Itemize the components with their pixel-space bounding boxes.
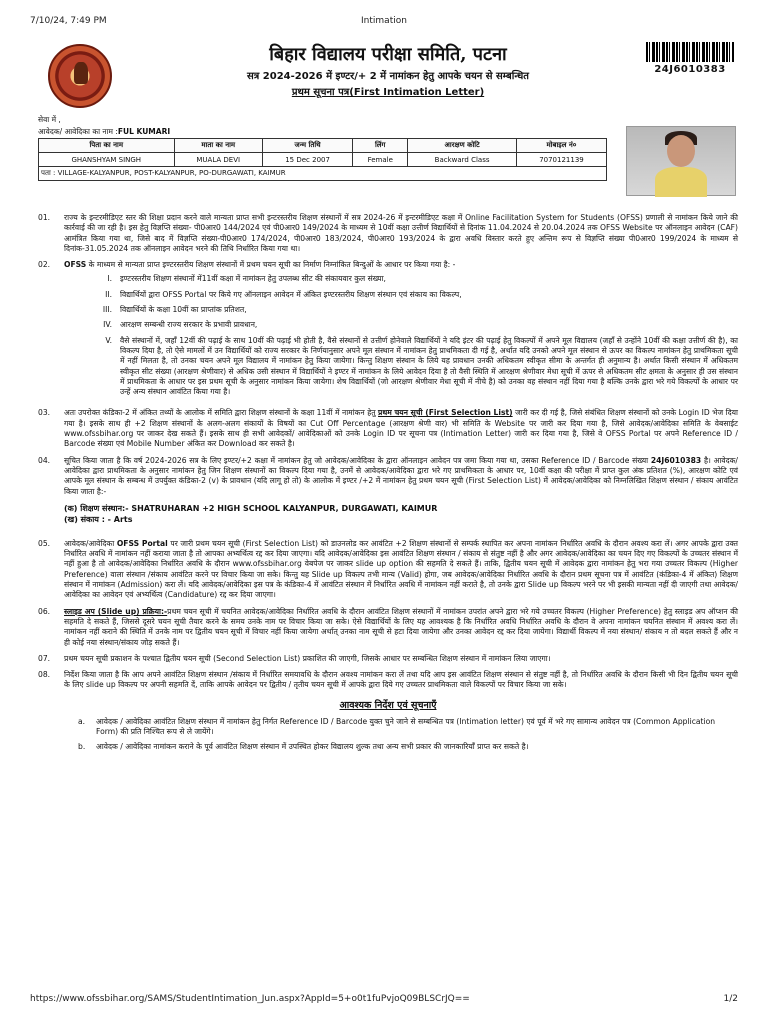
mother-name: MUALA DEVI <box>174 153 262 167</box>
reference-id: 24J6010383 <box>654 64 726 75</box>
list-item: V. वैसे संस्थानों में, जहाँ 12वीं की पढ़ाई के साथ 10वीं की पढ़ाई भी होती है, वैसे संस्थानों से उत्तीर्ण होनेवाले विद्यार्थियों ने यदि इंटर की पढ़ाई हेतु विकल्पों में अपने मूल विद्यालय (जहाँ से उन्होंने 10वीं की कक्षा उत्तीर्ण की है), का विकल्प दिया है, तो ऐसे मामलों में उन विद्यार्थियों को राज्य सरकार के निर्णयानुसार अपने मूल संस्थान में नामांकन हेतु प्राथमिकता दी गई है, अर्थात यदि उनको अपने मूल संस्थान से ऊपर का विकल्प नामांकन हेतु प्राथमिकता सूची में नहीं मिलता है, तो उनका चयन अपने मूल विद्यालय में नामांकन हेतु किया जायेगा। किन्तु शिक्षण संस्थान के लिये यह प्रावधान उनकी अधिकतम स्वीकृत सीमा के अन्तर्गत ही अनुमान्य है। अर्थात किसी संस्थान में अधिकतम स्वीकृत सीट संख्या (आरक्षण श्रेणीवार) से अधिक उसी संस्थान में विद्यार्थियों ने इण्टर में नामांकन के लिये आवेदन दिया है तो वैसी स्थिति में आरक्षण श्रेणीवार मेधा सूची में ऊपर से अधिकतम सीट क्षमता के अनुसार ही उस संस्थान में प्राथमिकता के आधार पर इस प्रथम सूची के अनुसार नामांकन किया जायेगा। शेष विद्यार्थियों (जो आरक्षण श्रेणीवार मेधा सूची में नीचे है) को उनका वह संस्थान नहीं दिया गया है बल्कि उनके द्वारा भरे गये विकल्पों के आधार पर उन्हें अन्य संस्थान आवंटित किया गया है। <box>105 335 739 397</box>
mobile-number: 7070121139 <box>516 153 606 167</box>
paragraph-07: 07. प्रथम चयन सूची प्रकाशन के पश्चात द्वितीय चयन सूची (Second Selection List) प्रकाशित की जाएगी, जिसके आधार पर सम्बन्धित शिक्षण संस्थान में नामांकन लिया जाएगा। <box>38 653 551 663</box>
first-selection-list-text: प्रथम चयन सूची (First Selection List) <box>378 408 513 418</box>
header-mobile: मोबाइल नं० <box>516 139 606 153</box>
father-name: GHANSHYAM SINGH <box>39 153 175 167</box>
header-mother-name: माता का नाम <box>174 139 262 153</box>
criteria-list <box>64 274 738 397</box>
list-item: II. विद्यार्थियों द्वारा OFSS Portal पर किये गए ऑनलाइन आवेदन में अंकित इण्टरस्तरीय शिक्षण संस्थान एवं संकाय का विकल्प, <box>105 289 462 299</box>
print-tab-title: Intimation <box>361 16 407 26</box>
guidelines-title: आवश्यक निर्देश एवं सूचनाएँ <box>339 699 437 711</box>
table-header-row <box>39 139 607 153</box>
paragraph-04: 04. सूचित किया जाता है कि वर्ष 2024-2026 सत्र के लिए इण्टर/+2 कक्षा में नामांकन हेतु जो आवेदक/आवेदिका के द्वारा ऑनलाइन आवेदन पत्र जमा किया गया था, उसका Reference ID / Barcode संख्या 24J6010383 है। आवेदक/आवेदिका द्वारा प्राथमिकता के अनुसार नामांकन हेतु जिन शिक्षण संस्थानों का विकल्प दिया गया है, उनमें से आवेदक/आवेदिका द्वारा भरे गए प्राथमिकता के आधार पर, 10वीं कक्षा की परीक्षा में प्राप्त कुल अंक प्रतिशत (%), आरक्षण कोटि एवं आपके मूल संस्थान के सम्बन्ध में उपर्युक्त कंडिका-2 (v) के प्रावधान (यदि लागू हो तो) के आलोक में इण्टर /+2 में नामांकन हेतु प्रथम चयन सूची (First Selection List) में आवेदक/आवेदिका को निम्नलिखित शिक्षण संस्थान / संकाय आवंटित किया जाता है:- <box>38 455 738 496</box>
list-item: I. इण्टरस्तरीय शिक्षण संस्थानों में11वीं कक्षा में नामांकन हेतु उपलब्ध सीट की संकायवार कुल संख्या, <box>107 274 386 284</box>
page-number: 1/2 <box>723 994 738 1004</box>
table-row-address <box>39 167 607 181</box>
reservation-category: Backward Class <box>408 153 517 167</box>
letter-title: प्रथम सूचना पत्र(First Intimation Letter) <box>291 87 485 98</box>
reference-id-inline: 24J6010383 <box>650 455 702 465</box>
allotted-school: (क) शिक्षण संस्थान:- SHATRUHARAN +2 HIGH SCHOOL KALYANPUR, DURGAWATI, KAIMUR <box>64 503 438 513</box>
applicant-info-table <box>38 138 607 181</box>
title-block <box>38 42 738 98</box>
applicant-name-label: आवेदक/ आवेदिका का नाम : <box>38 127 118 136</box>
paragraph-01: 01. राज्य के इन्टरमीडिएट स्तर की शिक्षा प्रदान करने वाले मान्यता प्राप्त सभी इन्टरस्तरीय शिक्षण संस्थानों में सत्र 2024-26 में इन्टरमीडिएट कक्षा में Online Facilitation System for Students (OFSS) प्रणाली से नामांकन किये जाने की कार्रवाई की जा रही है। इस हेतु विज्ञप्ति संख्या- पी0आर0 144/2024 एवं पी0आर0 149/2024 के माध्यम से 10वीं कक्षा उत्तीर्ण विद्यार्थियों से दिनांक 11.04.2024 से 20.04.2024 तक OFSS Website पर ऑनलाइन आवेदन (CAF) आमंत्रित किया गया था, जिसे बाद में विज्ञप्ति संख्या-पी0आर0 174/2024, पी0आर0 183/2024, पी0आर0 193/2024 के द्वारा अवधि विस्तार करते हुए अन्तिम रूप से विज्ञप्ति संख्या पी0आर0 199/2024 के माध्यम से दिनांक-31.05.2024 तक ऑनलाइन आवेदन भरने की तिथि निर्धारित किया गया था। <box>38 213 738 253</box>
address: पता : VILLAGE-KALYANPUR, POST-KALYANPUR, PO-DURGAWATI, KAIMUR <box>39 167 607 181</box>
header-gender: लिंग <box>353 139 408 153</box>
paragraph-08: 08. निर्देश किया जाता है कि आप अपने आवंटित शिक्षण संस्थान /संकाय में निर्धारित समयावधि के दौरान अवश्य नामांकन करा लें तथा यदि आप इस आवंटित शिक्षण संस्थान से संतुष्ट नहीं है, तो निर्धारित अवधि के दौरान किसी भी दिन द्वितीय चयन सूची के लिए slide up विकल्प पर अपनी सहमति दें, ताकि आपके आवेदन पर द्वितीय / तृतीय चयन सूची में आपके द्वारा दिये गए उच्चतर प्राथमिकता वाले विकल्पों पर विचार किया जा सके। <box>38 670 738 690</box>
salutation: सेवा में , <box>38 115 61 124</box>
list-item: III. विद्यार्थियों के कक्षा 10वीं का प्राप्तांक प्रतिशत, <box>102 305 247 315</box>
page-url: https://www.ofssbihar.org/SAMS/StudentIntimation_Jun.aspx?AppId=5+o0t1fuPvjoQ09BLSCrJQ== <box>30 994 470 1004</box>
paragraph-02: 02. OFSS के माध्यम से मान्यता प्राप्त इण्टरस्तरीय शिक्षण संस्थानों में प्रथम चयन सूची का निर्माण निम्नांकित बिन्दुओं के आधार पर किया गया है: - I. इण्टरस्तरीय शिक्षण संस्थानों में11वीं कक्षा में नामांकन हेतु उपलब्ध सीट की संकायवार कुल संख्या, II. विद्यार्थियों द्वारा OFSS Portal पर किये गए ऑनलाइन आवेदन में अंकित इण्टरस्तरीय शिक्षण संस्थान एवं संकाय का विकल्प, III. विद्यार्थियों के कक्षा 10वीं का प्राप्तांक प्रतिशत, IV. आरक्षण सम्बन्धी राज्य सरकार के प्रभावी प्रावधान, V. वैसे संस्थानों में, जहाँ 12वीं की पढ़ाई के साथ 10वीं की पढ़ाई भी होती है, वैसे संस्थानों से उत्तीर्ण होनेवाले विद्यार्थियों ने यदि इंटर की पढ़ाई हेतु विकल्पों में अपने मूल विद्यालय (जहाँ से उन्होंने 10वीं की कक्षा उत्तीर्ण की है), का विकल्प दिया है, तो ऐसे मामलों में उन विद्यार्थियों को राज्य सरकार के निर्णयानुसार अपने मूल संस्थान में नामांकन हेतु प्राथमिकता दी गई है, अर्थात यदि उनको अपने मूल संस्थान से ऊपर का विकल्प नामांकन हेतु प्राथमिकता सूची में नहीं मिलता है, तो उनका चयन अपने मूल विद्यालय में नामांकन हेतु किया जायेगा। किन्तु शिक्षण संस्थान के लिये यह प्रावधान उनकी अधिकतम स्वीकृत सीमा के अन्तर्गत ही अनुमान्य है। अर्थात किसी संस्थान में अधिकतम स्वीकृत सीट संख्या (आरक्षण श्रेणीवार) से अधिक उसी संस्थान में विद्यार्थियों ने इण्टर में नामांकन के लिये आवेदन दिया है तो वैसी स्थिति में आरक्षण श्रेणीवार मेधा सूची में ऊपर से अधिकतम सीट क्षमता के अनुसार ही उस संस्थान में प्राथमिकता के आधार पर इस प्रथम सूची के अनुसार नामांकन किया जायेगा। शेष विद्यार्थियों (जो आरक्षण श्रेणीवार मेधा सूची में नीचे है) को उनका वह संस्थान नहीं दिया गया है बल्कि उनके द्वारा भरे गये विकल्पों के आधार पर उन्हें अन्य संस्थान आवंटित किया गया है। <box>38 260 739 397</box>
paragraph-06: 06. स्लाइड अप (Slide up) प्रक्रिया:-प्रथम चयन सूची में चयनित आवेदक/आवेदिका निर्धारित अवधि के दौरान आवंटित शिक्षण संस्थानों में नामांकन उपरांत अपने द्वारा भरे गये उच्चतर विकल्प (Higher Preference) हेतु स्लाइड अप ऑप्शन की सहमति दे सकते हैं, जिससे दूसरे चयन सूची तैयार करने के समय उनके नाम पर विचार किया जा सके। ऐसे विद्यार्थियों के लिए यह आवश्यक है कि निर्धारित अवधि निर्धारित अवधि के दौरान वे अपना नामांकन चयनित संस्थान में अवश्य करा लें। नामांकन नहीं कराने की स्थिति में उनके नाम पर द्वितीय चयन सूची में विचार नहीं किया जायेगा अर्थात् उनका नाम सूची से हटा दिया जायेगा और उनका आवेदन रद्द कर दिया जायेगा। विद्यार्थी विकल्प में नया संस्थान/ संकाय न तो बदल सकते हैं और न ही कोई नया संस्थान/संकाय जोड़ सकते हैं। <box>38 606 738 647</box>
letter-header <box>38 38 738 104</box>
date-of-birth: 15 Dec 2007 <box>262 153 352 167</box>
gender: Female <box>353 153 408 167</box>
list-item: b. आवेदक / आवेदिका नामांकन कराने के पूर्व आवंटित शिक्षण संस्थान में उपस्थित होकर विद्यालय शुल्क तथा अन्य सभी प्रकार की जानकारियाँ प्राप्त कर सकते है। <box>78 741 529 751</box>
intimation-letter <box>38 38 738 756</box>
browser-footer <box>30 994 738 1004</box>
list-item: IV. आरक्षण सम्बन्धी राज्य सरकार के प्रभावी प्रावधान, <box>103 320 258 330</box>
header-category: आरक्षण कोटि <box>408 139 517 153</box>
org-name: बिहार विद्यालय परीक्षा समिति, पटना <box>269 44 507 65</box>
table-row <box>39 153 607 167</box>
paragraph-05: 05. आवेदक/आवेदिका OFSS Portal पर जारी प्रथम चयन सूची (First Selection List) को डाउनलोड कर आवंटित +2 शिक्षण संस्थानों से सम्पर्क स्थापित कर अपना नामांकन निर्धारित अवधि के दौरान अवश्य करा लें। अगर आपके द्वारा उक्त निर्धारित अवधि में नामांकन नहीं कराया जाता है तो आपका अभ्यर्थित्व रद्द कर दिया जाएगा। यदि आवेदक/आवेदिका इस आवंटित शिक्षण संस्थान / संकाय से संतुष्ट नहीं है और अगर आवेदक/आवेदिका का चयन दिए गए विकल्पों के उच्चतर संस्थान में नहीं हुआ है तो आवेदक/आवेदिका निर्धारित अवधि के दौरान www.ofssbihar.org वेबपेज पर जाकर slide up option की सहमति दे सकते हैं। ताकि, द्वितीय चयन सूची में आवेदक द्वारा नामांकन हेतु भरा गया उच्चतर विकल्प (Higher Preference) वाला संस्थान /संकाय आवंटित करने पर विचार किया जा सके। किन्तु यह Slide up विकल्प तभी मान्य (Valid) होगा, जब आवेदक/आवेदिका निर्धारित अवधि के दौरान प्रथम सूचना पत्र में आवंटित (कंडिका-4 में अंकित) शिक्षण संस्थान में नामांकन (Admission) करा लें। यदि आवेदक/आवेदिका इस पत्र के कंडिका-4 में आवंटित संस्थान में निर्धारित अवधि में नामांकन नहीं कराते है, तो उनके द्वारा Slide up विकल्प भरने पर भी इसकी मान्यता नहीं दी जाएगी तथा आवेदक/आवेदिका का आवेदन एवं अभ्यर्थित्व (Candidature) रद्द कर दिया जाएगा। <box>38 538 738 600</box>
applicant-info <box>38 138 738 181</box>
barcode-block <box>646 42 734 75</box>
allotted-faculty: (ख) संकाय : - Arts <box>64 514 133 524</box>
applicant-photo <box>626 126 736 196</box>
print-datetime: 7/10/24, 7:49 PM <box>30 16 107 26</box>
letter-subtitle: सत्र 2024-2026 में इण्टर/+ 2 में नामांकन हेतु आपके चयन से सम्बन्धित <box>247 71 529 82</box>
applicant-name: FUL KUMARI <box>117 127 171 136</box>
letter-body <box>38 213 738 752</box>
list-item: a. आवेदक / आवेदिका आवंटित शिक्षण संस्थान में नामांकन हेतु निर्गत Reference ID / Barcode युक्त चुने जाने से सम्बन्धित पत्र (Intimation letter) एवं पूर्व में भरे गए सामान्य आवेदन पत्र (Common Application Form) की प्रति निश्चित रूप से ले जायेंगे। <box>78 716 716 737</box>
header-father-name: पिता का नाम <box>39 139 175 153</box>
paragraph-03: 03. अतः उपरोक्त कंडिका-2 में अंकित तथ्यों के आलोक में समिति द्वारा शिक्षण संस्थानों के कक्षा 11वीं में नामांकन हेतु प्रथम चयन सूची (First Selection List) जारी कर दी गई है, जिसे संबंधित शिक्षण संस्थानों को उनके Login ID भेज दिया गया है। इसके साथ ही +2 शिक्षण संस्थानों के अलग-अलग संकायों के विषयों का Cut Off Percentage (आरक्षण श्रेणी वार) भी समिति के Website पर जारी कर दिया गया है, जिसे आवेदक/आवेदिका समिति के वेबसाईट www.ofssbihar.org पर जाकर देख सकते हैं। इसके साथ ही सभी आवेदकों/ आवेदिकाओं को उनके Login ID पर सूचना पत्र (Intimation Letter) जारी कर दिया गया है, जिसे वे OFSS Portal पर अपने Reference ID / Barcode संख्या एवं Mobile Number अंकित कर Download कर सकते है। <box>38 408 738 449</box>
barcode-icon <box>646 42 734 62</box>
allotment-block <box>64 503 738 525</box>
browser-header <box>30 16 738 30</box>
header-dob: जन्म तिथि <box>262 139 352 153</box>
